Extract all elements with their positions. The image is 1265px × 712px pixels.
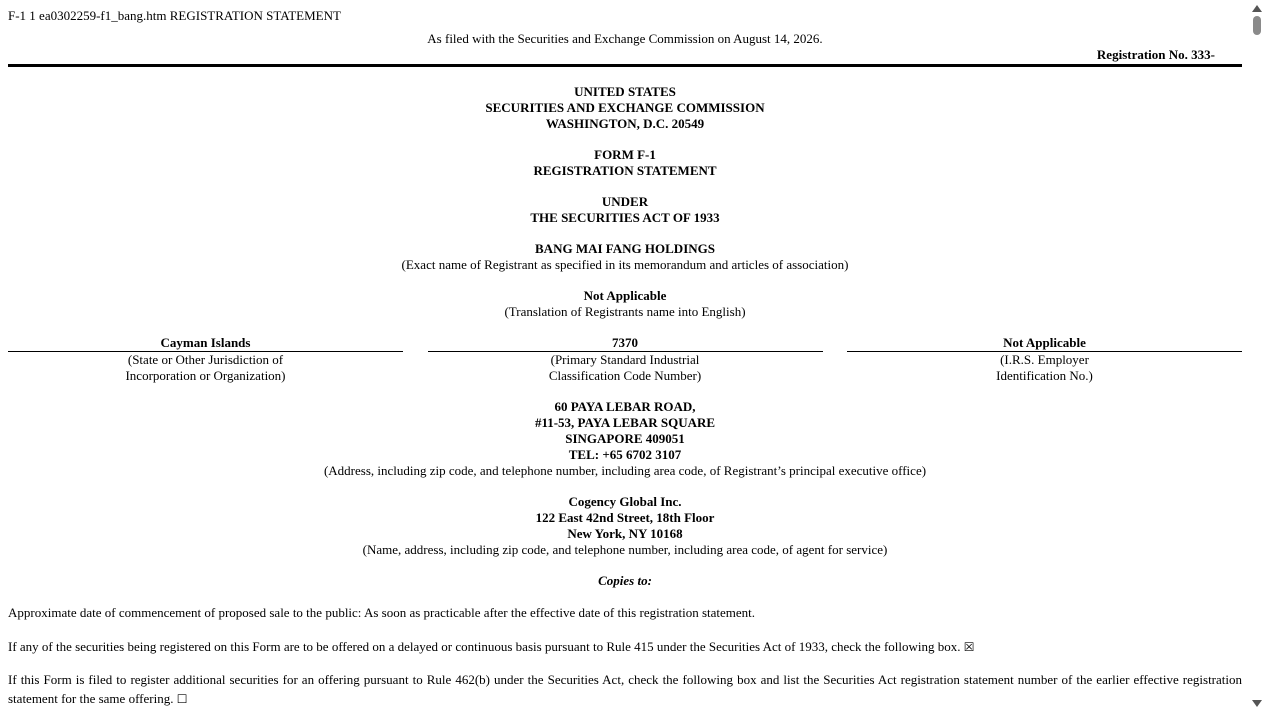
rule-462b-text: If this Form is filed to register additional securities for an offering pursuant to Rule 462(b) under the Securities Act, check the following box and list the Securities Act registration statement number of the earlier effective registration statement for the same offering.: [8, 672, 1242, 706]
agent-city: New York, NY 10168: [567, 526, 683, 541]
agency-line-2: SECURITIES AND EXCHANGE COMMISSION: [485, 100, 765, 115]
agent-caption: (Name, address, including zip code, and telephone number, including area code, of agent for service): [362, 542, 888, 557]
registrant-caption: (Exact name of Registrant as specified in its memorandum and articles of association): [401, 257, 849, 272]
translation-value: Not Applicable: [583, 288, 667, 303]
jurisdiction-value: Cayman Islands: [8, 335, 403, 352]
under-line-2: THE SECURITIES ACT OF 1933: [530, 210, 720, 225]
under-line-1: UNDER: [601, 194, 649, 209]
header-rule: [8, 64, 1242, 67]
file-header-line: F-1 1 ea0302259-f1_bang.htm REGISTRATION STATEMENT: [8, 8, 341, 23]
vertical-scrollbar[interactable]: [1250, 0, 1265, 712]
rule-462b-paragraph: [8, 670, 1242, 709]
scroll-down-arrow-icon[interactable]: [1252, 700, 1262, 707]
agent-street: 122 East 42nd Street, 18th Floor: [535, 510, 715, 525]
jurisdiction-caption-1: (State or Other Jurisdiction of: [127, 352, 284, 367]
address-caption: (Address, including zip code, and telephone number, including area code, of Registrant’s principal executive office): [323, 463, 927, 478]
rule-415-text: If any of the securities being registered on this Form are to be offered on a delayed or continuous basis pursuant to Rule 415 under the Securities Act of 1933, check the following box.: [8, 639, 961, 654]
rule-415-checkbox[interactable]: ☒: [963, 640, 975, 654]
address-line-2: #11-53, PAYA LEBAR SQUARE: [534, 415, 716, 430]
sic-code-value: 7370: [428, 335, 823, 352]
approximate-date-paragraph: Approximate date of commencement of proposed sale to the public: As soon as practicable after the effective date of this registration statement.: [8, 605, 756, 620]
sic-code-column: [428, 335, 823, 384]
agency-line-3: WASHINGTON, D.C. 20549: [545, 116, 705, 131]
irs-id-column: [847, 335, 1242, 384]
rule-415-paragraph: [8, 639, 1242, 655]
copies-to-heading: Copies to:: [598, 573, 652, 588]
address-telephone: TEL: +65 6702 3107: [568, 447, 682, 462]
address-line-3: SINGAPORE 409051: [565, 431, 685, 446]
sic-code-caption-1: (Primary Standard Industrial: [550, 352, 700, 367]
under-block: [8, 194, 1242, 226]
sic-code-caption-2: Classification Code Number): [548, 368, 702, 383]
form-block: [8, 147, 1242, 179]
agency-line-1: UNITED STATES: [574, 84, 676, 99]
registrant-name: BANG MAI FANG HOLDINGS: [535, 241, 715, 256]
filed-date-line: As filed with the Securities and Exchange Commission on August 14, 2026.: [427, 31, 823, 46]
irs-id-caption-2: Identification No.): [996, 368, 1093, 383]
form-subtitle: REGISTRATION STATEMENT: [533, 163, 717, 178]
translation-block: [8, 288, 1242, 320]
scrollbar-thumb[interactable]: [1253, 16, 1261, 35]
translation-caption: (Translation of Registrants name into English): [504, 304, 746, 319]
jurisdiction-caption-2: Incorporation or Organization): [125, 368, 286, 383]
registrant-info-columns: [8, 335, 1242, 384]
registrant-block: [8, 241, 1242, 273]
agent-name: Cogency Global Inc.: [568, 494, 682, 509]
irs-id-caption-1: (I.R.S. Employer: [1000, 352, 1089, 367]
document-page: [8, 8, 1242, 709]
form-title: FORM F-1: [594, 147, 656, 162]
rule-462b-checkbox[interactable]: ☐: [176, 692, 188, 706]
address-block: [8, 399, 1242, 479]
jurisdiction-column: [8, 335, 403, 384]
registration-number: Registration No. 333-: [1096, 47, 1215, 62]
irs-id-value: Not Applicable: [847, 335, 1242, 352]
scroll-up-arrow-icon[interactable]: [1252, 5, 1262, 12]
agent-block: [8, 494, 1242, 558]
agency-block: [8, 84, 1242, 132]
address-line-1: 60 PAYA LEBAR ROAD,: [554, 399, 696, 414]
